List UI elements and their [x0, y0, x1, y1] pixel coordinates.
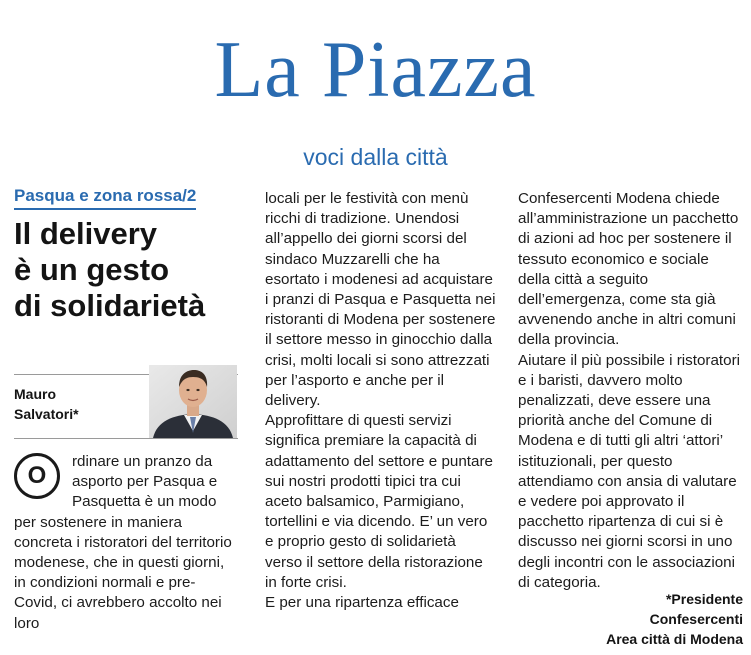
author-last-name: Salvatori* [14, 406, 79, 422]
masthead-tagline: voci dalla città [303, 144, 448, 170]
article-column-3 [518, 189, 744, 593]
column-2-paragraph-1: locali per le festività con menù ricchi di tradizione. Unendosi all’appello dei giorni scorsi del sindaco Muzzarelli che ha esortato i modenesi ad acquistare i pranzi di Pasqua e Pasquetta nei ristoranti di Modena per sostenere il settore messo in ginocchio dalla crisi, molti locali si sono attrezzati per l’asporto e anche per il delivery. [265, 190, 496, 410]
column-3-paragraph-1: Confesercenti Modena chiede all’amministrazione un pacchetto di azioni ad hoc per sostenere il tessuto economico e sociale della città a seguito dell’emergenza, come sta già avvenendo anche in altri comuni della provincia. [518, 190, 739, 349]
author-photo [149, 365, 237, 438]
dropcap: O [14, 453, 60, 499]
headline-line: Il delivery [14, 216, 158, 251]
signature-line: Confesercenti [649, 611, 743, 627]
headline-line: di solidarietà [14, 288, 206, 323]
headline-line: è un gesto [14, 252, 170, 287]
column-1-text: rdinare un pranzo da asporto per Pasqua e Pasquetta è un modo per sostenere in maniera concreta i ristoratori del territorio modenese, che in questi giorni, in condizioni normali e pre-Covid, ci avrebbero accolto nei loro [14, 453, 232, 632]
column-3-paragraph-2: Aiutare il più possibile i ristoratori e i baristi, davvero molto penalizzati, deve essere una priorità anche del Comune di Modena e di tutti gli altri ‘attori’ istituzionali, per questo attendiamo con ansia di valutare e vedere poi approvato il pacchetto ripartenza di cui si è discusso nei giorni scorsi in uno degli incontri con le associazioni di categoria. [518, 351, 740, 591]
signature-line: *Presidente [665, 591, 743, 607]
signature-line: Area città di Modena [606, 631, 743, 647]
article-column-1 [14, 452, 238, 634]
column-2-paragraph-2: Approfittare di questi servizi significa premiare la capacità di adattamento del settore e puntare sui nostri prodotti tipici tra cui aceto balsamico, Parmigiano, tortellini e via dicendo. E’ un vero e proprio gesto di solidarietà verso il settore della ristorazione in forte crisi. [265, 412, 493, 591]
author-byline [14, 384, 79, 424]
article-headline [14, 216, 205, 324]
author-signature [606, 589, 743, 649]
author-first-name: Mauro [14, 386, 56, 402]
article-kicker: Pasqua e zona rossa/2 [14, 185, 196, 210]
article-column-2 [265, 189, 496, 613]
masthead-title: La Piazza [214, 26, 537, 114]
column-2-paragraph-3: E per una ripartenza efficace [265, 594, 459, 612]
author-divider-bottom [14, 438, 238, 439]
